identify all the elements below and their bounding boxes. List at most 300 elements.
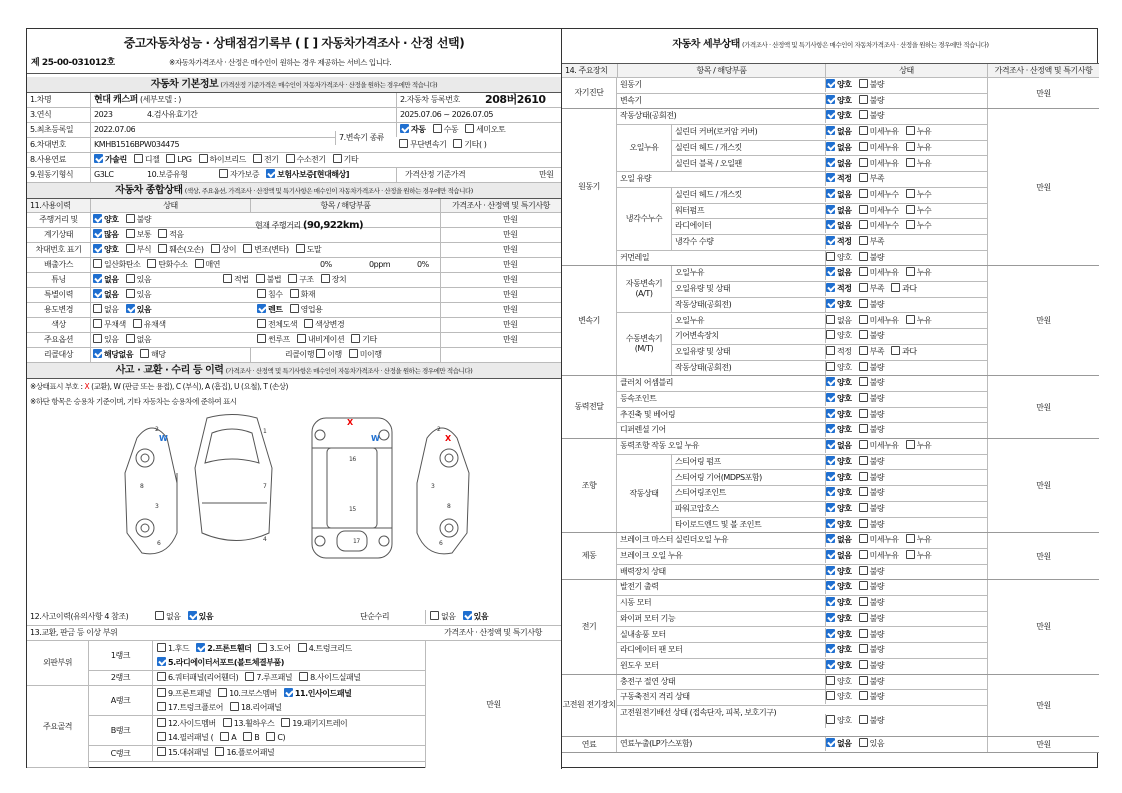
check-option[interactable] (859, 109, 885, 123)
check-option[interactable] (196, 642, 251, 656)
checkbox-checked-icon[interactable] (826, 644, 835, 653)
check-option[interactable] (257, 303, 283, 317)
check-option[interactable] (453, 138, 486, 152)
checkbox-unchecked-icon[interactable] (859, 393, 868, 402)
checkbox-checked-icon[interactable] (400, 124, 409, 133)
checkbox-checked-icon[interactable] (826, 613, 835, 622)
checkbox-unchecked-icon[interactable] (906, 205, 915, 214)
checkbox-unchecked-icon[interactable] (906, 142, 915, 151)
check-option[interactable] (157, 656, 284, 670)
check-option[interactable] (906, 125, 932, 139)
check-option[interactable] (826, 408, 852, 422)
checkbox-unchecked-icon[interactable] (433, 124, 442, 133)
check-option[interactable] (266, 168, 349, 182)
checkbox-unchecked-icon[interactable] (299, 672, 308, 681)
check-option[interactable] (826, 455, 852, 469)
check-option[interactable] (826, 714, 852, 728)
checkbox-checked-icon[interactable] (826, 158, 835, 167)
checkbox-unchecked-icon[interactable] (859, 330, 868, 339)
check-option[interactable] (93, 318, 126, 332)
check-option[interactable] (859, 78, 885, 92)
checkbox-unchecked-icon[interactable] (430, 611, 439, 620)
check-option[interactable] (266, 731, 285, 745)
check-option[interactable] (859, 266, 899, 280)
check-option[interactable] (126, 243, 152, 257)
check-option[interactable] (891, 345, 917, 359)
checkbox-unchecked-icon[interactable] (859, 550, 868, 559)
checkbox-checked-icon[interactable] (93, 244, 102, 253)
check-option[interactable] (155, 610, 181, 624)
checkbox-unchecked-icon[interactable] (859, 738, 868, 747)
checkbox-unchecked-icon[interactable] (906, 220, 915, 229)
check-option[interactable] (133, 318, 166, 332)
checkbox-unchecked-icon[interactable] (230, 702, 239, 711)
checkbox-unchecked-icon[interactable] (465, 124, 474, 133)
checkbox-unchecked-icon[interactable] (859, 252, 868, 261)
checkbox-unchecked-icon[interactable] (859, 189, 868, 198)
checkbox-unchecked-icon[interactable] (859, 158, 868, 167)
check-option[interactable] (215, 746, 274, 760)
checkbox-unchecked-icon[interactable] (859, 79, 868, 88)
checkbox-unchecked-icon[interactable] (158, 244, 167, 253)
check-option[interactable] (93, 348, 133, 362)
check-option[interactable] (826, 737, 852, 751)
check-option[interactable] (223, 717, 274, 731)
check-option[interactable] (906, 533, 932, 547)
check-option[interactable] (93, 303, 119, 317)
check-option[interactable] (859, 157, 899, 171)
check-option[interactable] (158, 243, 203, 257)
check-option[interactable] (826, 628, 852, 642)
checkbox-unchecked-icon[interactable] (219, 169, 228, 178)
check-option[interactable] (826, 345, 852, 359)
checkbox-unchecked-icon[interactable] (290, 304, 299, 313)
check-option[interactable] (859, 486, 885, 500)
check-option[interactable] (256, 273, 282, 287)
check-option[interactable] (859, 314, 899, 328)
check-option[interactable] (257, 333, 290, 347)
check-option[interactable] (399, 138, 446, 152)
check-option[interactable] (463, 610, 489, 624)
checkbox-unchecked-icon[interactable] (826, 315, 835, 324)
check-option[interactable] (93, 243, 119, 257)
checkbox-checked-icon[interactable] (826, 283, 835, 292)
checkbox-checked-icon[interactable] (826, 424, 835, 433)
checkbox-unchecked-icon[interactable] (859, 613, 868, 622)
checkbox-unchecked-icon[interactable] (859, 660, 868, 669)
check-option[interactable] (304, 318, 344, 332)
checkbox-checked-icon[interactable] (826, 189, 835, 198)
check-option[interactable] (826, 314, 852, 328)
checkbox-unchecked-icon[interactable] (211, 244, 220, 253)
check-option[interactable] (826, 78, 852, 92)
checkbox-checked-icon[interactable] (826, 629, 835, 638)
check-option[interactable] (859, 188, 899, 202)
checkbox-unchecked-icon[interactable] (290, 289, 299, 298)
checkbox-unchecked-icon[interactable] (859, 597, 868, 606)
check-option[interactable] (321, 273, 347, 287)
check-option[interactable] (859, 580, 885, 594)
checkbox-unchecked-icon[interactable] (906, 189, 915, 198)
check-option[interactable] (126, 333, 152, 347)
checkbox-unchecked-icon[interactable] (906, 534, 915, 543)
check-option[interactable] (826, 251, 852, 265)
check-option[interactable] (826, 219, 852, 233)
checkbox-unchecked-icon[interactable] (906, 440, 915, 449)
checkbox-checked-icon[interactable] (463, 611, 472, 620)
check-option[interactable] (826, 235, 852, 249)
check-option[interactable] (93, 333, 119, 347)
checkbox-unchecked-icon[interactable] (351, 334, 360, 343)
checkbox-unchecked-icon[interactable] (859, 691, 868, 700)
check-option[interactable] (859, 251, 885, 265)
check-option[interactable] (826, 675, 852, 689)
check-option[interactable] (433, 123, 459, 137)
check-option[interactable] (93, 288, 119, 302)
checkbox-checked-icon[interactable] (826, 377, 835, 386)
check-option[interactable] (826, 282, 852, 296)
checkbox-unchecked-icon[interactable] (859, 424, 868, 433)
checkbox-checked-icon[interactable] (826, 205, 835, 214)
check-option[interactable] (859, 361, 885, 375)
checkbox-checked-icon[interactable] (157, 657, 166, 666)
check-option[interactable] (826, 392, 852, 406)
check-option[interactable] (826, 109, 852, 123)
check-option[interactable] (288, 273, 314, 287)
check-option[interactable] (859, 408, 885, 422)
check-option[interactable] (859, 376, 885, 390)
checkbox-checked-icon[interactable] (94, 154, 103, 163)
check-option[interactable] (826, 204, 852, 218)
checkbox-unchecked-icon[interactable] (859, 629, 868, 638)
check-option[interactable] (826, 298, 852, 312)
checkbox-unchecked-icon[interactable] (220, 732, 229, 741)
check-option[interactable] (859, 392, 885, 406)
check-option[interactable] (826, 486, 852, 500)
check-option[interactable] (218, 687, 277, 701)
check-option[interactable] (859, 94, 885, 108)
checkbox-unchecked-icon[interactable] (859, 409, 868, 418)
check-option[interactable] (859, 737, 885, 751)
check-option[interactable] (859, 423, 885, 437)
check-option[interactable] (223, 273, 249, 287)
check-option[interactable] (281, 717, 347, 731)
checkbox-unchecked-icon[interactable] (859, 377, 868, 386)
checkbox-unchecked-icon[interactable] (826, 252, 835, 261)
check-option[interactable] (157, 671, 238, 685)
checkbox-unchecked-icon[interactable] (157, 672, 166, 681)
checkbox-unchecked-icon[interactable] (166, 154, 175, 163)
checkbox-unchecked-icon[interactable] (243, 732, 252, 741)
checkbox-checked-icon[interactable] (826, 487, 835, 496)
checkbox-unchecked-icon[interactable] (859, 472, 868, 481)
check-option[interactable] (859, 628, 885, 642)
check-option[interactable] (826, 423, 852, 437)
checkbox-checked-icon[interactable] (188, 611, 197, 620)
checkbox-unchecked-icon[interactable] (859, 487, 868, 496)
checkbox-unchecked-icon[interactable] (126, 274, 135, 283)
checkbox-unchecked-icon[interactable] (157, 702, 166, 711)
check-option[interactable] (826, 172, 852, 186)
check-option[interactable] (290, 303, 323, 317)
check-option[interactable] (859, 345, 885, 359)
check-option[interactable] (826, 266, 852, 280)
check-option[interactable] (243, 243, 288, 257)
check-option[interactable] (351, 333, 377, 347)
checkbox-unchecked-icon[interactable] (281, 718, 290, 727)
check-option[interactable] (859, 690, 885, 704)
check-option[interactable] (316, 348, 342, 362)
check-option[interactable] (826, 141, 852, 155)
checkbox-checked-icon[interactable] (266, 169, 275, 178)
check-option[interactable] (906, 314, 932, 328)
checkbox-unchecked-icon[interactable] (453, 139, 462, 148)
check-option[interactable] (195, 258, 221, 272)
checkbox-unchecked-icon[interactable] (257, 334, 266, 343)
check-option[interactable] (134, 153, 160, 167)
checkbox-checked-icon[interactable] (826, 173, 835, 182)
check-option[interactable] (219, 168, 259, 182)
checkbox-unchecked-icon[interactable] (399, 139, 408, 148)
check-option[interactable] (826, 533, 852, 547)
checkbox-unchecked-icon[interactable] (93, 334, 102, 343)
check-option[interactable] (826, 376, 852, 390)
check-option[interactable] (243, 731, 259, 745)
checkbox-unchecked-icon[interactable] (826, 691, 835, 700)
check-option[interactable] (859, 298, 885, 312)
checkbox-unchecked-icon[interactable] (218, 688, 227, 697)
check-option[interactable] (859, 439, 899, 453)
checkbox-unchecked-icon[interactable] (859, 362, 868, 371)
check-option[interactable] (859, 549, 899, 563)
checkbox-unchecked-icon[interactable] (826, 330, 835, 339)
check-option[interactable] (906, 141, 932, 155)
checkbox-unchecked-icon[interactable] (859, 142, 868, 151)
checkbox-unchecked-icon[interactable] (906, 267, 915, 276)
checkbox-unchecked-icon[interactable] (859, 110, 868, 119)
checkbox-checked-icon[interactable] (826, 79, 835, 88)
checkbox-unchecked-icon[interactable] (157, 718, 166, 727)
check-option[interactable] (859, 659, 885, 673)
checkbox-checked-icon[interactable] (826, 456, 835, 465)
checkbox-unchecked-icon[interactable] (859, 126, 868, 135)
check-option[interactable] (199, 153, 246, 167)
check-option[interactable] (859, 596, 885, 610)
check-option[interactable] (859, 235, 885, 249)
checkbox-unchecked-icon[interactable] (859, 715, 868, 724)
check-option[interactable] (906, 204, 932, 218)
check-option[interactable] (94, 153, 127, 167)
checkbox-unchecked-icon[interactable] (891, 283, 900, 292)
check-option[interactable] (891, 282, 917, 296)
checkbox-checked-icon[interactable] (126, 304, 135, 313)
check-option[interactable] (906, 157, 932, 171)
checkbox-unchecked-icon[interactable] (891, 346, 900, 355)
check-option[interactable] (158, 228, 184, 242)
checkbox-unchecked-icon[interactable] (126, 289, 135, 298)
check-option[interactable] (147, 258, 187, 272)
checkbox-checked-icon[interactable] (826, 409, 835, 418)
check-option[interactable] (906, 439, 932, 453)
check-option[interactable] (826, 690, 852, 704)
check-option[interactable] (859, 612, 885, 626)
checkbox-unchecked-icon[interactable] (223, 718, 232, 727)
checkbox-unchecked-icon[interactable] (157, 747, 166, 756)
check-option[interactable] (826, 471, 852, 485)
checkbox-checked-icon[interactable] (284, 688, 293, 697)
checkbox-unchecked-icon[interactable] (147, 259, 156, 268)
check-option[interactable] (93, 273, 119, 287)
checkbox-unchecked-icon[interactable] (286, 154, 295, 163)
checkbox-unchecked-icon[interactable] (859, 566, 868, 575)
checkbox-unchecked-icon[interactable] (859, 676, 868, 685)
checkbox-unchecked-icon[interactable] (826, 676, 835, 685)
check-option[interactable] (93, 258, 140, 272)
check-option[interactable] (230, 701, 281, 715)
check-option[interactable] (258, 642, 290, 656)
check-option[interactable] (430, 610, 456, 624)
checkbox-unchecked-icon[interactable] (859, 519, 868, 528)
checkbox-checked-icon[interactable] (826, 534, 835, 543)
check-option[interactable] (826, 518, 852, 532)
checkbox-unchecked-icon[interactable] (906, 126, 915, 135)
checkbox-unchecked-icon[interactable] (859, 267, 868, 276)
checkbox-unchecked-icon[interactable] (256, 274, 265, 283)
checkbox-unchecked-icon[interactable] (288, 274, 297, 283)
checkbox-checked-icon[interactable] (196, 643, 205, 652)
check-option[interactable] (906, 188, 932, 202)
check-option[interactable] (400, 123, 426, 137)
checkbox-checked-icon[interactable] (93, 229, 102, 238)
checkbox-unchecked-icon[interactable] (859, 236, 868, 245)
check-option[interactable] (286, 153, 326, 167)
checkbox-unchecked-icon[interactable] (906, 158, 915, 167)
check-option[interactable] (859, 455, 885, 469)
check-option[interactable] (859, 565, 885, 579)
checkbox-unchecked-icon[interactable] (199, 154, 208, 163)
checkbox-unchecked-icon[interactable] (223, 274, 232, 283)
checkbox-unchecked-icon[interactable] (133, 319, 142, 328)
checkbox-checked-icon[interactable] (826, 126, 835, 135)
checkbox-unchecked-icon[interactable] (859, 299, 868, 308)
checkbox-checked-icon[interactable] (826, 519, 835, 528)
checkbox-unchecked-icon[interactable] (859, 581, 868, 590)
checkbox-unchecked-icon[interactable] (349, 349, 358, 358)
checkbox-unchecked-icon[interactable] (859, 503, 868, 512)
check-option[interactable] (465, 123, 505, 137)
checkbox-unchecked-icon[interactable] (93, 304, 102, 313)
check-option[interactable] (211, 243, 237, 257)
checkbox-checked-icon[interactable] (826, 142, 835, 151)
checkbox-unchecked-icon[interactable] (297, 334, 306, 343)
check-option[interactable] (188, 610, 214, 624)
check-option[interactable] (859, 533, 899, 547)
checkbox-checked-icon[interactable] (826, 220, 835, 229)
checkbox-checked-icon[interactable] (93, 289, 102, 298)
checkbox-checked-icon[interactable] (826, 503, 835, 512)
check-option[interactable] (290, 288, 316, 302)
check-option[interactable] (826, 439, 852, 453)
checkbox-checked-icon[interactable] (826, 738, 835, 747)
checkbox-unchecked-icon[interactable] (859, 440, 868, 449)
checkbox-unchecked-icon[interactable] (258, 643, 267, 652)
check-option[interactable] (859, 502, 885, 516)
checkbox-unchecked-icon[interactable] (906, 550, 915, 559)
check-option[interactable] (859, 172, 885, 186)
checkbox-unchecked-icon[interactable] (266, 732, 275, 741)
checkbox-unchecked-icon[interactable] (321, 274, 330, 283)
checkbox-checked-icon[interactable] (826, 472, 835, 481)
checkbox-unchecked-icon[interactable] (93, 259, 102, 268)
check-option[interactable] (298, 642, 352, 656)
checkbox-unchecked-icon[interactable] (826, 715, 835, 724)
check-option[interactable] (284, 687, 352, 701)
checkbox-unchecked-icon[interactable] (157, 688, 166, 697)
check-option[interactable] (826, 94, 852, 108)
check-option[interactable] (826, 157, 852, 171)
check-option[interactable] (157, 642, 189, 656)
checkbox-unchecked-icon[interactable] (298, 643, 307, 652)
check-option[interactable] (157, 687, 211, 701)
checkbox-unchecked-icon[interactable] (257, 319, 266, 328)
checkbox-unchecked-icon[interactable] (195, 259, 204, 268)
check-option[interactable] (859, 643, 885, 657)
checkbox-unchecked-icon[interactable] (215, 747, 224, 756)
checkbox-checked-icon[interactable] (257, 304, 266, 313)
check-option[interactable] (826, 612, 852, 626)
checkbox-checked-icon[interactable] (826, 597, 835, 606)
checkbox-checked-icon[interactable] (93, 214, 102, 223)
check-option[interactable] (826, 361, 852, 375)
checkbox-unchecked-icon[interactable] (826, 362, 835, 371)
checkbox-unchecked-icon[interactable] (859, 220, 868, 229)
checkbox-unchecked-icon[interactable] (859, 456, 868, 465)
checkbox-unchecked-icon[interactable] (157, 643, 166, 652)
check-option[interactable] (140, 348, 166, 362)
check-option[interactable] (253, 153, 279, 167)
check-option[interactable] (859, 141, 899, 155)
checkbox-checked-icon[interactable] (826, 236, 835, 245)
check-option[interactable] (859, 204, 899, 218)
check-option[interactable] (126, 303, 152, 317)
checkbox-checked-icon[interactable] (93, 349, 102, 358)
check-option[interactable] (859, 675, 885, 689)
checkbox-checked-icon[interactable] (826, 440, 835, 449)
check-option[interactable] (157, 717, 216, 731)
check-option[interactable] (166, 153, 191, 167)
checkbox-unchecked-icon[interactable] (243, 244, 252, 253)
checkbox-checked-icon[interactable] (826, 95, 835, 104)
checkbox-unchecked-icon[interactable] (859, 283, 868, 292)
checkbox-checked-icon[interactable] (826, 267, 835, 276)
checkbox-unchecked-icon[interactable] (826, 346, 835, 355)
checkbox-unchecked-icon[interactable] (257, 289, 266, 298)
checkbox-checked-icon[interactable] (826, 581, 835, 590)
checkbox-checked-icon[interactable] (826, 393, 835, 402)
check-option[interactable] (859, 471, 885, 485)
checkbox-unchecked-icon[interactable] (157, 732, 166, 741)
check-option[interactable] (126, 228, 152, 242)
check-option[interactable] (157, 731, 213, 745)
check-option[interactable] (826, 188, 852, 202)
checkbox-unchecked-icon[interactable] (859, 315, 868, 324)
checkbox-checked-icon[interactable] (826, 110, 835, 119)
check-option[interactable] (220, 731, 236, 745)
checkbox-unchecked-icon[interactable] (859, 534, 868, 543)
check-option[interactable] (826, 580, 852, 594)
checkbox-unchecked-icon[interactable] (126, 334, 135, 343)
check-option[interactable] (826, 125, 852, 139)
